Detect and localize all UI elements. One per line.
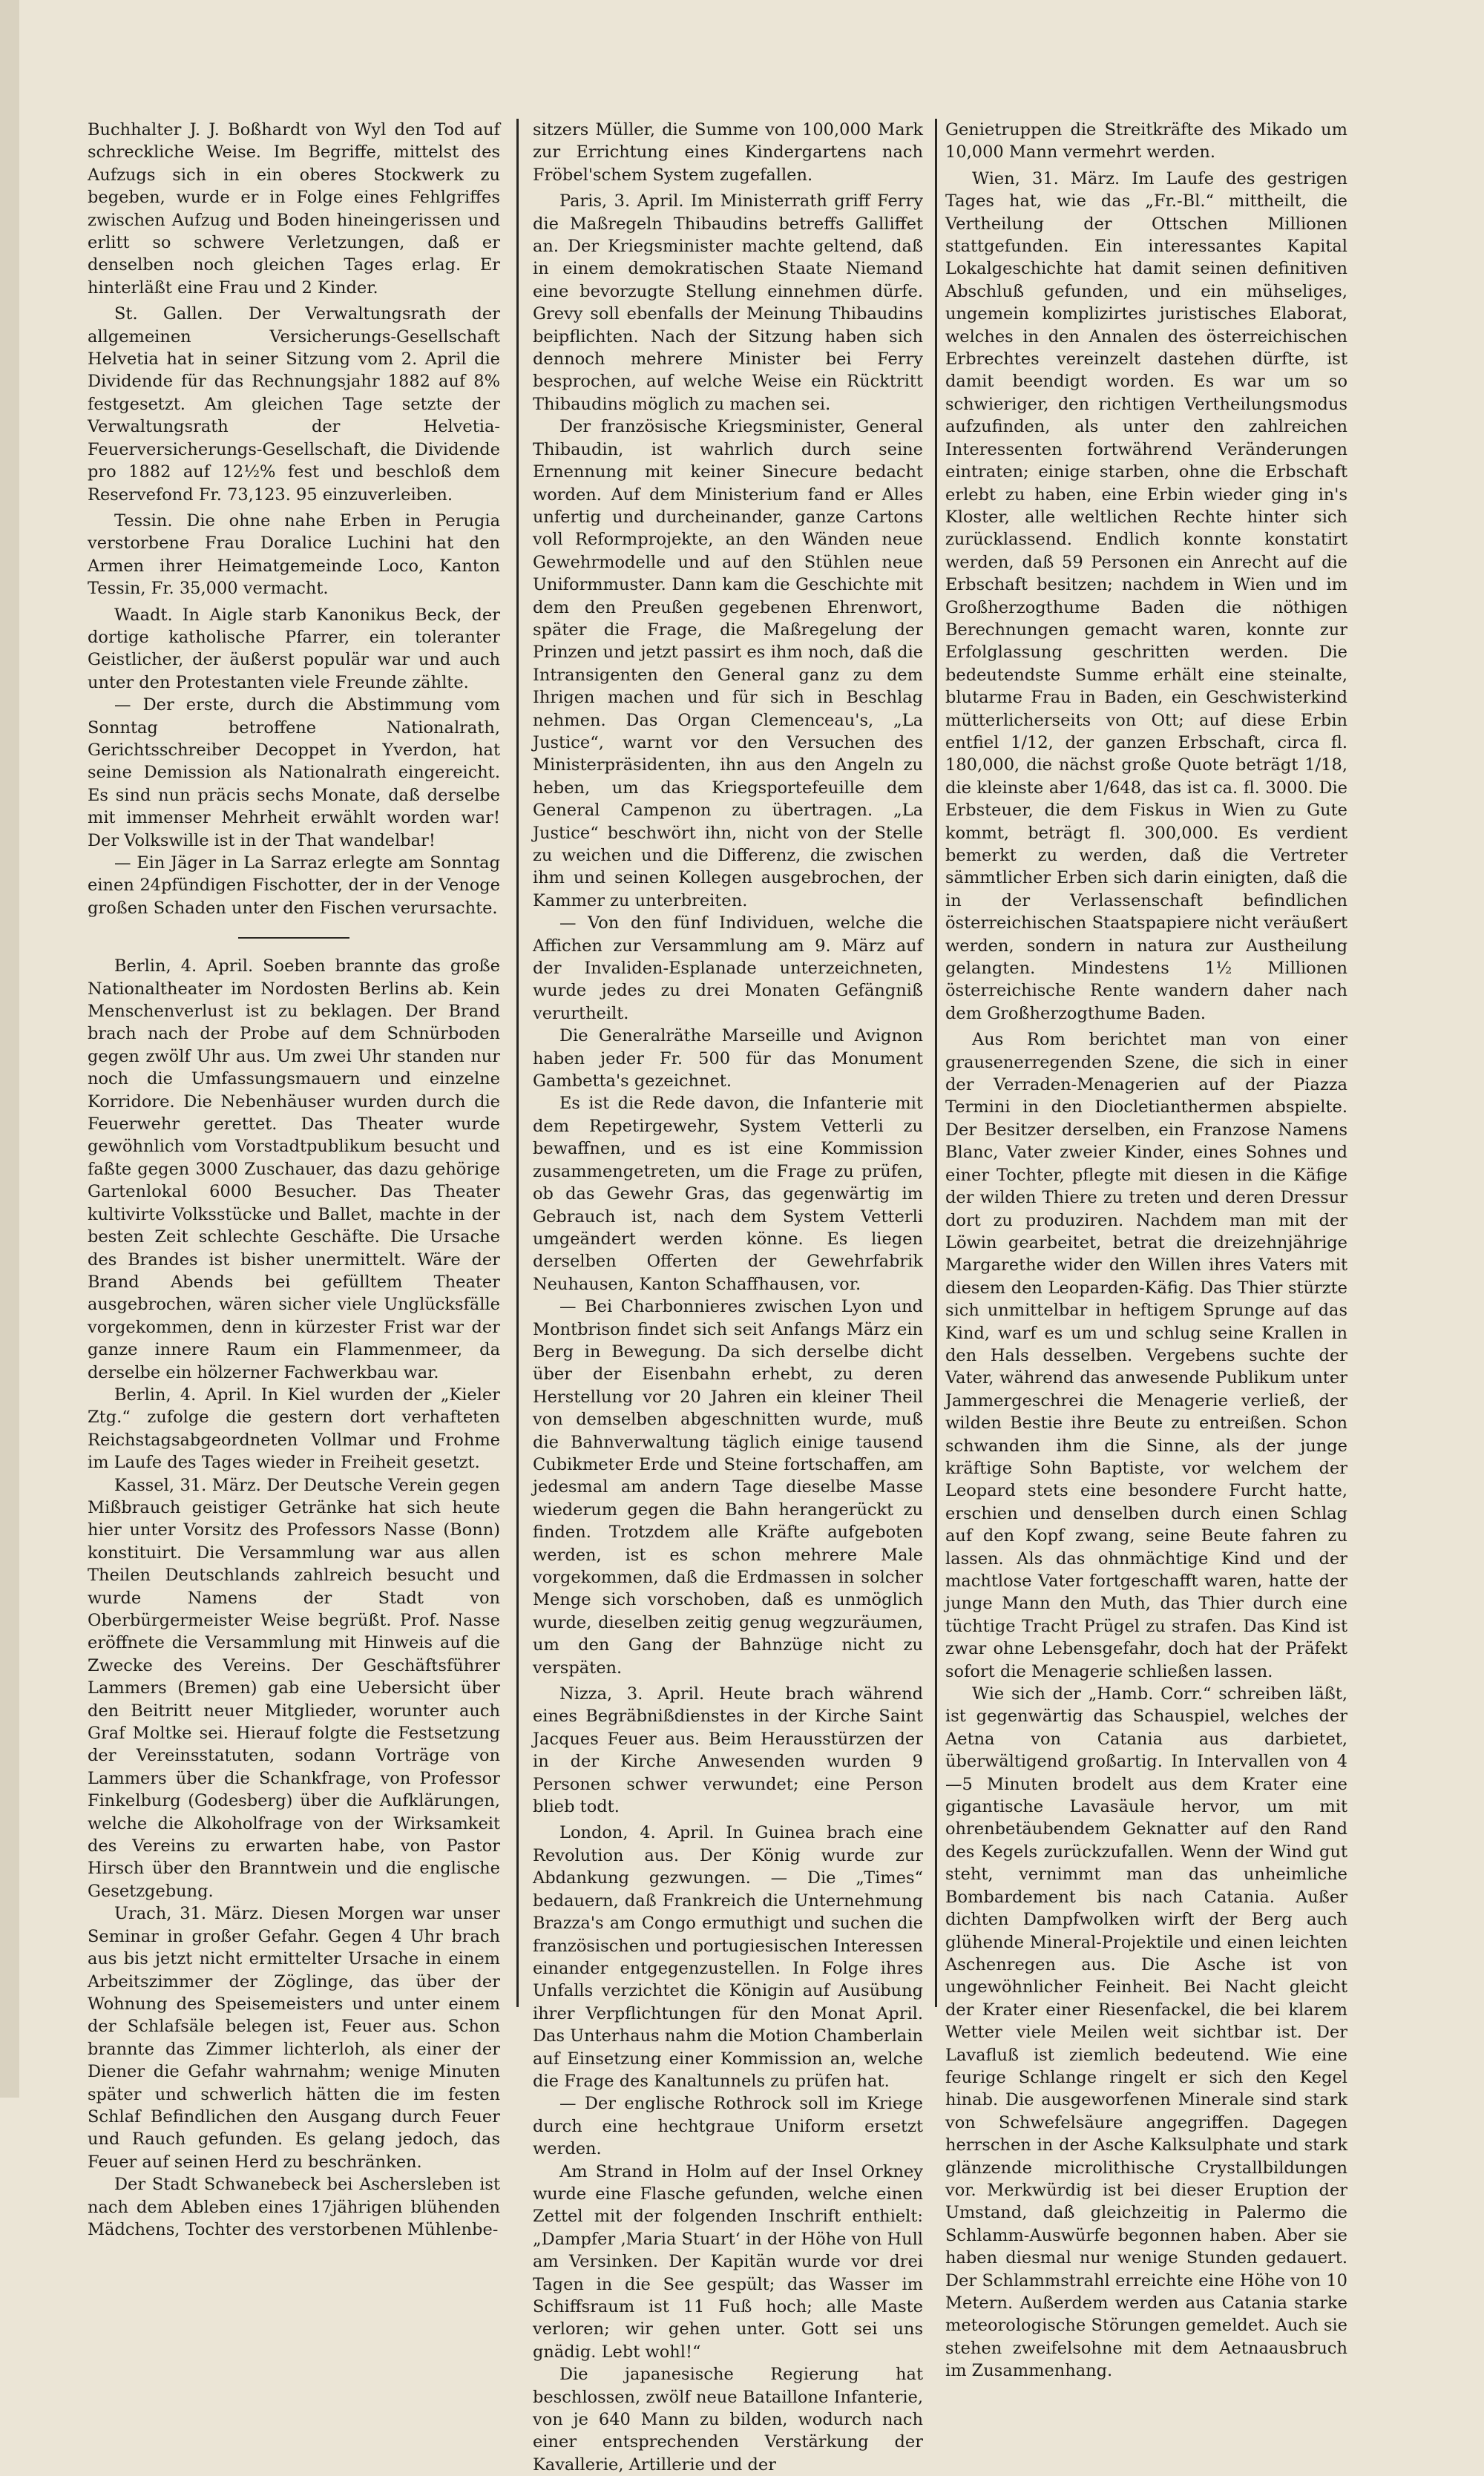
article-schwanebeck: Der Stadt Schwanebeck bei Aschersleben ist nach dem Ableben eines 17jährigen blühenden Mädchens, Tochter des verstorbenen Mühlenbe- [88, 2175, 500, 2239]
column-3 [945, 119, 1347, 2381]
article-aufzug-unfall: Buchhalter J. J. Boßhardt von Wyl den Tod auf schreckliche Weise. Im Begriffe, mittelst des Aufzugs sich in ein oberes Stockwerk zu begeben, wurde er in Folge eines Fehlgriffes zwischen Aufzug und Boden hineingerissen und erlitt so schwere Verletzungen, daß er denselben noch gleichen Tages erlag. Er hinterläßt eine Frau und 2 Kinder. [88, 120, 500, 298]
article-aetna: Wie sich der „Hamb. Corr.“ schreiben läßt, ist gegenwärtig das Schauspiel, welches der Aetna von Catania aus darbietet, überwältigend großartig. In Intervallen von 4—5 Minuten brodelt aus dem Krater eine gigantische Lavasäule hervor, um mit ohrenbetäubendem Geknatter auf den Rand des Kegels zurückzufallen. Wenn der Wind gut steht, vernimmt man das unheimliche Bombardement bis nach Catania. Außer dichten Dampfwolken wirft der Berg auch glühende Mineral-Projektile und einen leichten Aschenregen aus. Die Asche ist von ungewöhnlicher Feinheit. Bei Nacht gleicht der Krater einer Riesenfackel, die bei klarem Wetter viele Meilen weit sichtbar ist. Der Lavafluß ist ziemlich bedeutend. Wie eine feurige Schlange ringelt er sich den Kegel hinab. Die ausgeworfenen Minerale sind stark von Schwefelsäure angegriffen. Dagegen herrschen in der Asche Kalksulphate und stark glänzende microlithische Crystallbildungen vor. Merkwürdig ist bei dieser Eruption der Umstand, daß gleichzeitig in Palermo die Schlamm-Auswürfe begonnen haben. Aber sie haben diesmal nur wenige Stunden gedauert. Der Schlammstrahl erreichte eine Höhe von 10 Metern. Außerdem werden aus Catania starke meteorologische Störungen gemeldet. Auch sie stehen zweifelsohne mit dem Aetnaausbruch im Zusammenhang. [945, 1684, 1347, 2381]
article-waadt: Waadt. In Aigle starb Kanonikus Beck, der dortige katholische Pfarrer, ein toleranter Geistlicher, der äußerst populär war und auch unter den Protestanten viele Freunde zählte. [88, 605, 500, 692]
article-tessin: Tessin. Die ohne nahe Erben in Perugia verstorbene Frau Doralice Luchini hat den Armen ihrer Heimatgemeinde Loco, Kanton Tessin, Fr. 35,000 vermacht. [88, 510, 500, 599]
article-orkney: Am Strand in Holm auf der Insel Orkney wurde eine Flasche gefunden, welche einen Zettel mit der folgenden Inschrift enthielt: „Dampfer ‚Maria Stuart‘ in der Höhe von Hull am Versinken. Der Kapitän wurde vor drei Tagen in die See gespült; das Wasser im Schiffsraum ist 11 Fuß hoch; alle Maste verloren; wir gehen unter. Gott sei uns gnädig. Lebt wohl!“ [533, 2161, 923, 2362]
section-divider [238, 937, 349, 939]
article-charbonnieres: — Bei Charbonnieres zwischen Lyon und Montbrison findet sich seit Anfangs März ein Berg in Bewegung. Da sich derselbe dicht über der Eisenbahn erhebt, zu deren Herstellung vor 20 Jahren ein kleiner Theil von demselben abgeschnitten wurde, muß die Bahnverwaltung täglich einige tausend Cubikmeter Erde und Steine fortschaffen, am jedesmal am andern Tage dieselbe Masse wiederum gegen die Bahn herangerückt zu finden. Trotzdem alle Kräfte aufgeboten werden, ist es schon mehrere Male vorgekommen, daß die Erdmassen in solcher Menge sich vorschoben, daß es unmöglich wurde, dieselben zeitig genug wegzuräumen, um den Gang der Bahnzüge nicht zu verspäten. [533, 1297, 923, 1678]
column-1 [88, 119, 500, 2239]
article-nizza: Nizza, 3. April. Heute brach während eines Begräbnißdienstes in der Kirche Saint Jacques Feuer aus. Beim Herausstürzen der in der Kirche Anwesenden wurden 9 Personen schwer verwundet; eine Person blieb todt. [533, 1684, 923, 1817]
column-rule-2 [935, 119, 937, 2007]
article-urach: Urach, 31. März. Diesen Morgen war unser Seminar in großer Gefahr. Gegen 4 Uhr brach aus bis jetzt nicht ermittelter Ursache in einem Arbeitszimmer der Zöglinge, das über der Wohnung des Speisemeisters und unter einem der Schlafsäle belegen ist, Feuer aus. Schon brannte das Zimmer lichterloh, als einer der Diener die Gefahr wahrnahm; wenige Minuten später und schwerlich hätten die im festen Schlaf Befindlichen den Ausgang durch Feuer und Rauch gefunden. Es gelang jedoch, das Feuer auf seinen Herd zu beschränken. [88, 1904, 500, 2172]
article-gambetta: Die Generalräthe Marseille und Avignon haben jeder Fr. 500 für das Monument Gambetta's gezeichnet. [533, 1026, 923, 1091]
article-decoppet: — Der erste, durch die Abstimmung vom Sonntag betroffene Nationalrath, Gerichtsschreiber Decoppet in Yverdon, hat seine Demission als Nationalrath eingereicht. Es sind nun präcis sechs Monate, daß derselbe mit immenser Mehrheit erwählt worden war! Der Volkswille ist in der That wandelbar! [88, 695, 500, 850]
article-wien: Wien, 31. März. Im Laufe des gestrigen Tages hat, wie das „Fr.-Bl.“ mittheilt, die Vertheilung der Ottschen Millionen stattgefunden. Ein interessantes Kapital Lokalgeschichte hat damit seinen definitiven Abschluß gefunden, und ein mühseliges, ungemein komplizirtes juristisches Elaborat, welches in den Annalen des österreichischen Erbrechtes vereinzelt dastehen dürfte, ist damit beendigt worden. Es war um so schwieriger, den richtigen Vertheilungsmodus aufzufinden, als unter den zahlreichen Interessenten fortwährend Veränderungen eintraten; einige starben, ohne die Erbschaft erlebt zu haben, eine Erbin wieder ging in's Kloster, alle weltlichen Rechte hinter sich zurücklassend. Endlich konnte konstatirt werden, daß 59 Personen ein Anrecht auf die Erbschaft besitzen; nachdem in Wien und im Großherzogthume Baden die nöthigen Berechnungen gemacht waren, konnte zur Erfolglassung geschritten werden. Die bedeutendste Summe erhält eine steinalte, blutarme Frau in Baden, ein Geschwisterkind mütterlicherseits von Ott; auf diese Erbin entfiel 1/12, der ganzen Erbschaft, circa fl. 180,000, die nächst große Quote beträgt 1/18, die kleinste aber 1/648, das ist ca. fl. 3000. Die Erbsteuer, die dem Fiskus in Wien zu Gute kommt, beträgt fl. 300,000. Es verdient bemerkt zu werden, daß die Vertreter sämmtlicher Erben sich darin einigten, daß die in der Verlassenschaft befindlichen österreichischen Staatspapiere nicht veräußert werden, sondern in natura zur Austheilung gelangten. Mindestens 1½ Millionen österreichische Rente wandern daher nach dem Großherzogthume Baden. [945, 168, 1347, 1023]
article-thibaudin: Der französische Kriegsminister, General Thibaudin, ist wahrlich durch seine Ernennung mit keiner Sinecure bedacht worden. Auf dem Ministerium fand er Alles unfertig und durcheinander, ganze Cartons voll Reformprojekte, an den Wänden neue Gewehrmodelle und auf den Stühlen neue Uniformmuster. Dann kam die Geschichte mit dem den Preußen gegebenen Ehrenwort, später die Frage, die Maßregelung der Prinzen und jetzt passirt es ihm noch, daß die Intransigenten den General ganz zu dem Ihrigen machen und für sich in Beschlag nehmen. Das Organ Clemenceau's, „La Justice“, warnt vor den Versuchen des Ministerpräsidenten, ihn aus den Angeln zu heben, um das Kriegsportefeuille dem General Campenon zu übertragen. „La Justice“ beschwört ihn, nicht von der Stelle zu weichen und die Differenz, die zwischen ihm und seinen Kollegen ausgebrochen, der Kammer zu unterbreiten. [533, 417, 923, 910]
column-rule-1 [516, 119, 519, 2007]
article-rothrock: — Der englische Rothrock soll im Kriege durch eine hechtgraue Uniform ersetzt werden. [533, 2094, 923, 2159]
article-berlin-kiel: Berlin, 4. April. In Kiel wurden der „Kieler Ztg.“ zufolge die gestern dort verhafteten Reichstagsabgeordneten Vollmar und Frohme im Laufe des Tages wieder in Freiheit gesetzt. [88, 1385, 500, 1473]
article-invaliden: — Von den fünf Individuen, welche die Affichen zur Versammlung am 9. März auf der Invaliden-Esplanade unterzeichneten, wurde jedes zu drei Monaten Gefängniß verurtheilt. [533, 913, 923, 1023]
article-kassel: Kassel, 31. März. Der Deutsche Verein gegen Mißbrauch geistiger Getränke hat sich heute hier unter Vorsitz des Professors Nasse (Bonn) konstituirt. Die Versammlung war aus allen Theilen Deutschlands zahlreich besucht und wurde Namens der Stadt von Oberbürgermeister Weise begrüßt. Prof. Nasse eröffnete die Versammlung mit Hinweis auf die Zwecke des Vereins. Der Geschäftsführer Lammers (Bremen) gab eine Uebersicht über den Beitritt neuer Mitglieder, worunter auch Graf Moltke sei. Hierauf folgte die Festsetzung der Vereinsstatuten, sodann Vorträge von Lammers über die Schankfrage, von Professor Finkelburg (Godesberg) über die Aufklärungen, welche die Alkoholfrage von der Wirksamkeit des Vereins zu erwarten habe, von Pastor Hirsch über den Branntwein und die englische Gesetzgebung. [88, 1475, 500, 1901]
article-genietruppen: Genietruppen die Streitkräfte des Mikado um 10,000 Mann vermehrt werden. [945, 120, 1347, 162]
article-kindergarten: sitzers Müller, die Summe von 100,000 Mark zur Errichtung eines Kindergartens nach Fröbel'schem System zugefallen. [533, 120, 923, 185]
column-2 [533, 119, 924, 2475]
article-rom: Aus Rom berichtet man von einer grausenerregenden Szene, die sich in einer der Verraden-Menagerien auf der Piazza Termini in den Diocletianthermen abspielte. Der Besitzer derselben, ein Franzose Namens Blanc, Vater zweier Kinder, eines Sohnes und einer Tochter, pflegte mit diesen in die Käfige der wilden Thiere zu treten und deren Dressur dort zu produziren. Nachdem man mit der Löwin gearbeitet, betrat die dreizehnjährige Margarethe wider den Willen ihres Vaters mit diesem den Leoparden-Käfig. Das Thier stürzte sich unmittelbar in heftigem Sprunge auf das Kind, warf es um und schlug seine Krallen in den Hals desselben. Vergebens suchte der Vater, während das anwesende Publikum unter Jammergeschrei die Menagerie verließ, der wilden Bestie ihre Beute zu entreißen. Schon schwanden ihm die Sinne, als der junge kräftige Sohn Baptiste, vor welchem der Leopard stets eine besondere Furcht hatte, erschien und denselben durch einen Schlag auf den Kopf zwang, seine Beute fahren zu lassen. Als das ohnmächtige Kind und der machtlose Vater fortgeschafft waren, hatte der junge Mann den Muth, das Thier durch eine tüchtige Tracht Prügel zu strafen. Das Kind ist zwar ohne Lebensgefahr, doch hat der Präfekt sofort die Menagerie schließen lassen. [945, 1030, 1347, 1681]
article-london: London, 4. April. In Guinea brach eine Revolution aus. Der König wurde zur Abdankung gezwungen. — Die „Times“ bedauern, daß Frankreich die Unternehmung Brazza's am Congo ermuthigt und suchen die französischen und portugiesischen Interessen einander entgegenzustellen. In Folge ihres Unfalls verzichtet die Königin auf Ausübung ihrer Verpflichtungen für den Monat April. Das Unterhaus nahm die Motion Chamberlain auf Einsetzung einer Kommission an, welche die Frage des Kanaltunnels zu prüfen hat. [533, 1823, 924, 2091]
article-berlin-theater: Berlin, 4. April. Soeben brannte das große Nationaltheater im Nordosten Berlins ab. Kein Menschenverlust ist zu beklagen. Der Brand brach nach der Probe auf dem Schnürboden gegen zwölf Uhr aus. Um zwei Uhr standen nur noch die Umfassungsmauern und einzelne Korridore. Die Nebenhäuser wurden durch die Feuerwehr gerettet. Das Theater wurde gewöhnlich vom Vorstadtpublikum besucht und faßte gegen 3000 Zuschauer, das dazu gehörige Gartenlokal 6000 Besucher. Das Theater kultivirte Volksstücke und Ballet, machte in der besten Zeit schlechte Geschäfte. Die Ursache des Brandes ist bisher unermittelt. Wäre der Brand Abends bei gefülltem Theater ausgebrochen, wären sicher viele Unglücksfälle vorgekommen, denn in kürzester Frist war der ganze innere Raum ein Flammenmeer, da derselbe ein hölzerner Fachwerkbau war. [88, 956, 500, 1382]
article-st-gallen: St. Gallen. Der Verwaltungsrath der allgemeinen Versicherungs-Gesellschaft Helvetia hat in seiner Sitzung vom 2. April die Dividende für das Rechnungsjahr 1882 auf 8% festgesetzt. Am gleichen Tage setzte der Verwaltungsrath der Helvetia-Feuerversicherungs-Gesellschaft, die Dividende pro 1882 auf 12½% fest und beschloß dem Reservefond Fr. 73,123. 95 einzuverleiben. [88, 304, 500, 505]
page-gutter [0, 0, 19, 2098]
article-japan: Die japanesische Regierung hat beschlossen, zwölf neue Bataillone Infanterie, von je 640 Mann zu bilden, wodurch nach einer entsprechenden Verstärkung der Kavallerie, Artillerie und der [533, 2365, 923, 2475]
article-repetirgewehr: Es ist die Rede davon, die Infanterie mit dem Repetirgewehr, System Vetterli zu bewaffnen, und es ist eine Kommission zusammengetreten, um die Frage zu prüfen, ob das Gewehr Gras, das gegenwärtig im Gebrauch ist, nach dem System Vetterli umgeändert werden könne. Es liegen derselben Offerten der Gewehrfabrik Neuhausen, Kanton Schaffhausen, vor. [533, 1094, 923, 1294]
article-la-sarraz: — Ein Jäger in La Sarraz erlegte am Sonntag einen 24pfündigen Fischotter, der in der Venoge großen Schaden unter den Fischen verursachte. [88, 853, 500, 918]
article-paris-ministerrath: Paris, 3. April. Im Ministerrath griff Ferry die Maßregeln Thibaudins betreffs Galliffet an. Der Kriegsminister machte geltend, daß in einem demokratischen Staate Niemand eine bevorzugte Stellung einnehmen dürfe. Grevy soll ebenfalls der Meinung Thibaudins beipflichten. Nach der Sitzung haben sich dennoch mehrere Minister bei Ferry besprochen, auf welche Weise ein Rücktritt Thibaudins möglich zu machen sei. [533, 191, 923, 414]
